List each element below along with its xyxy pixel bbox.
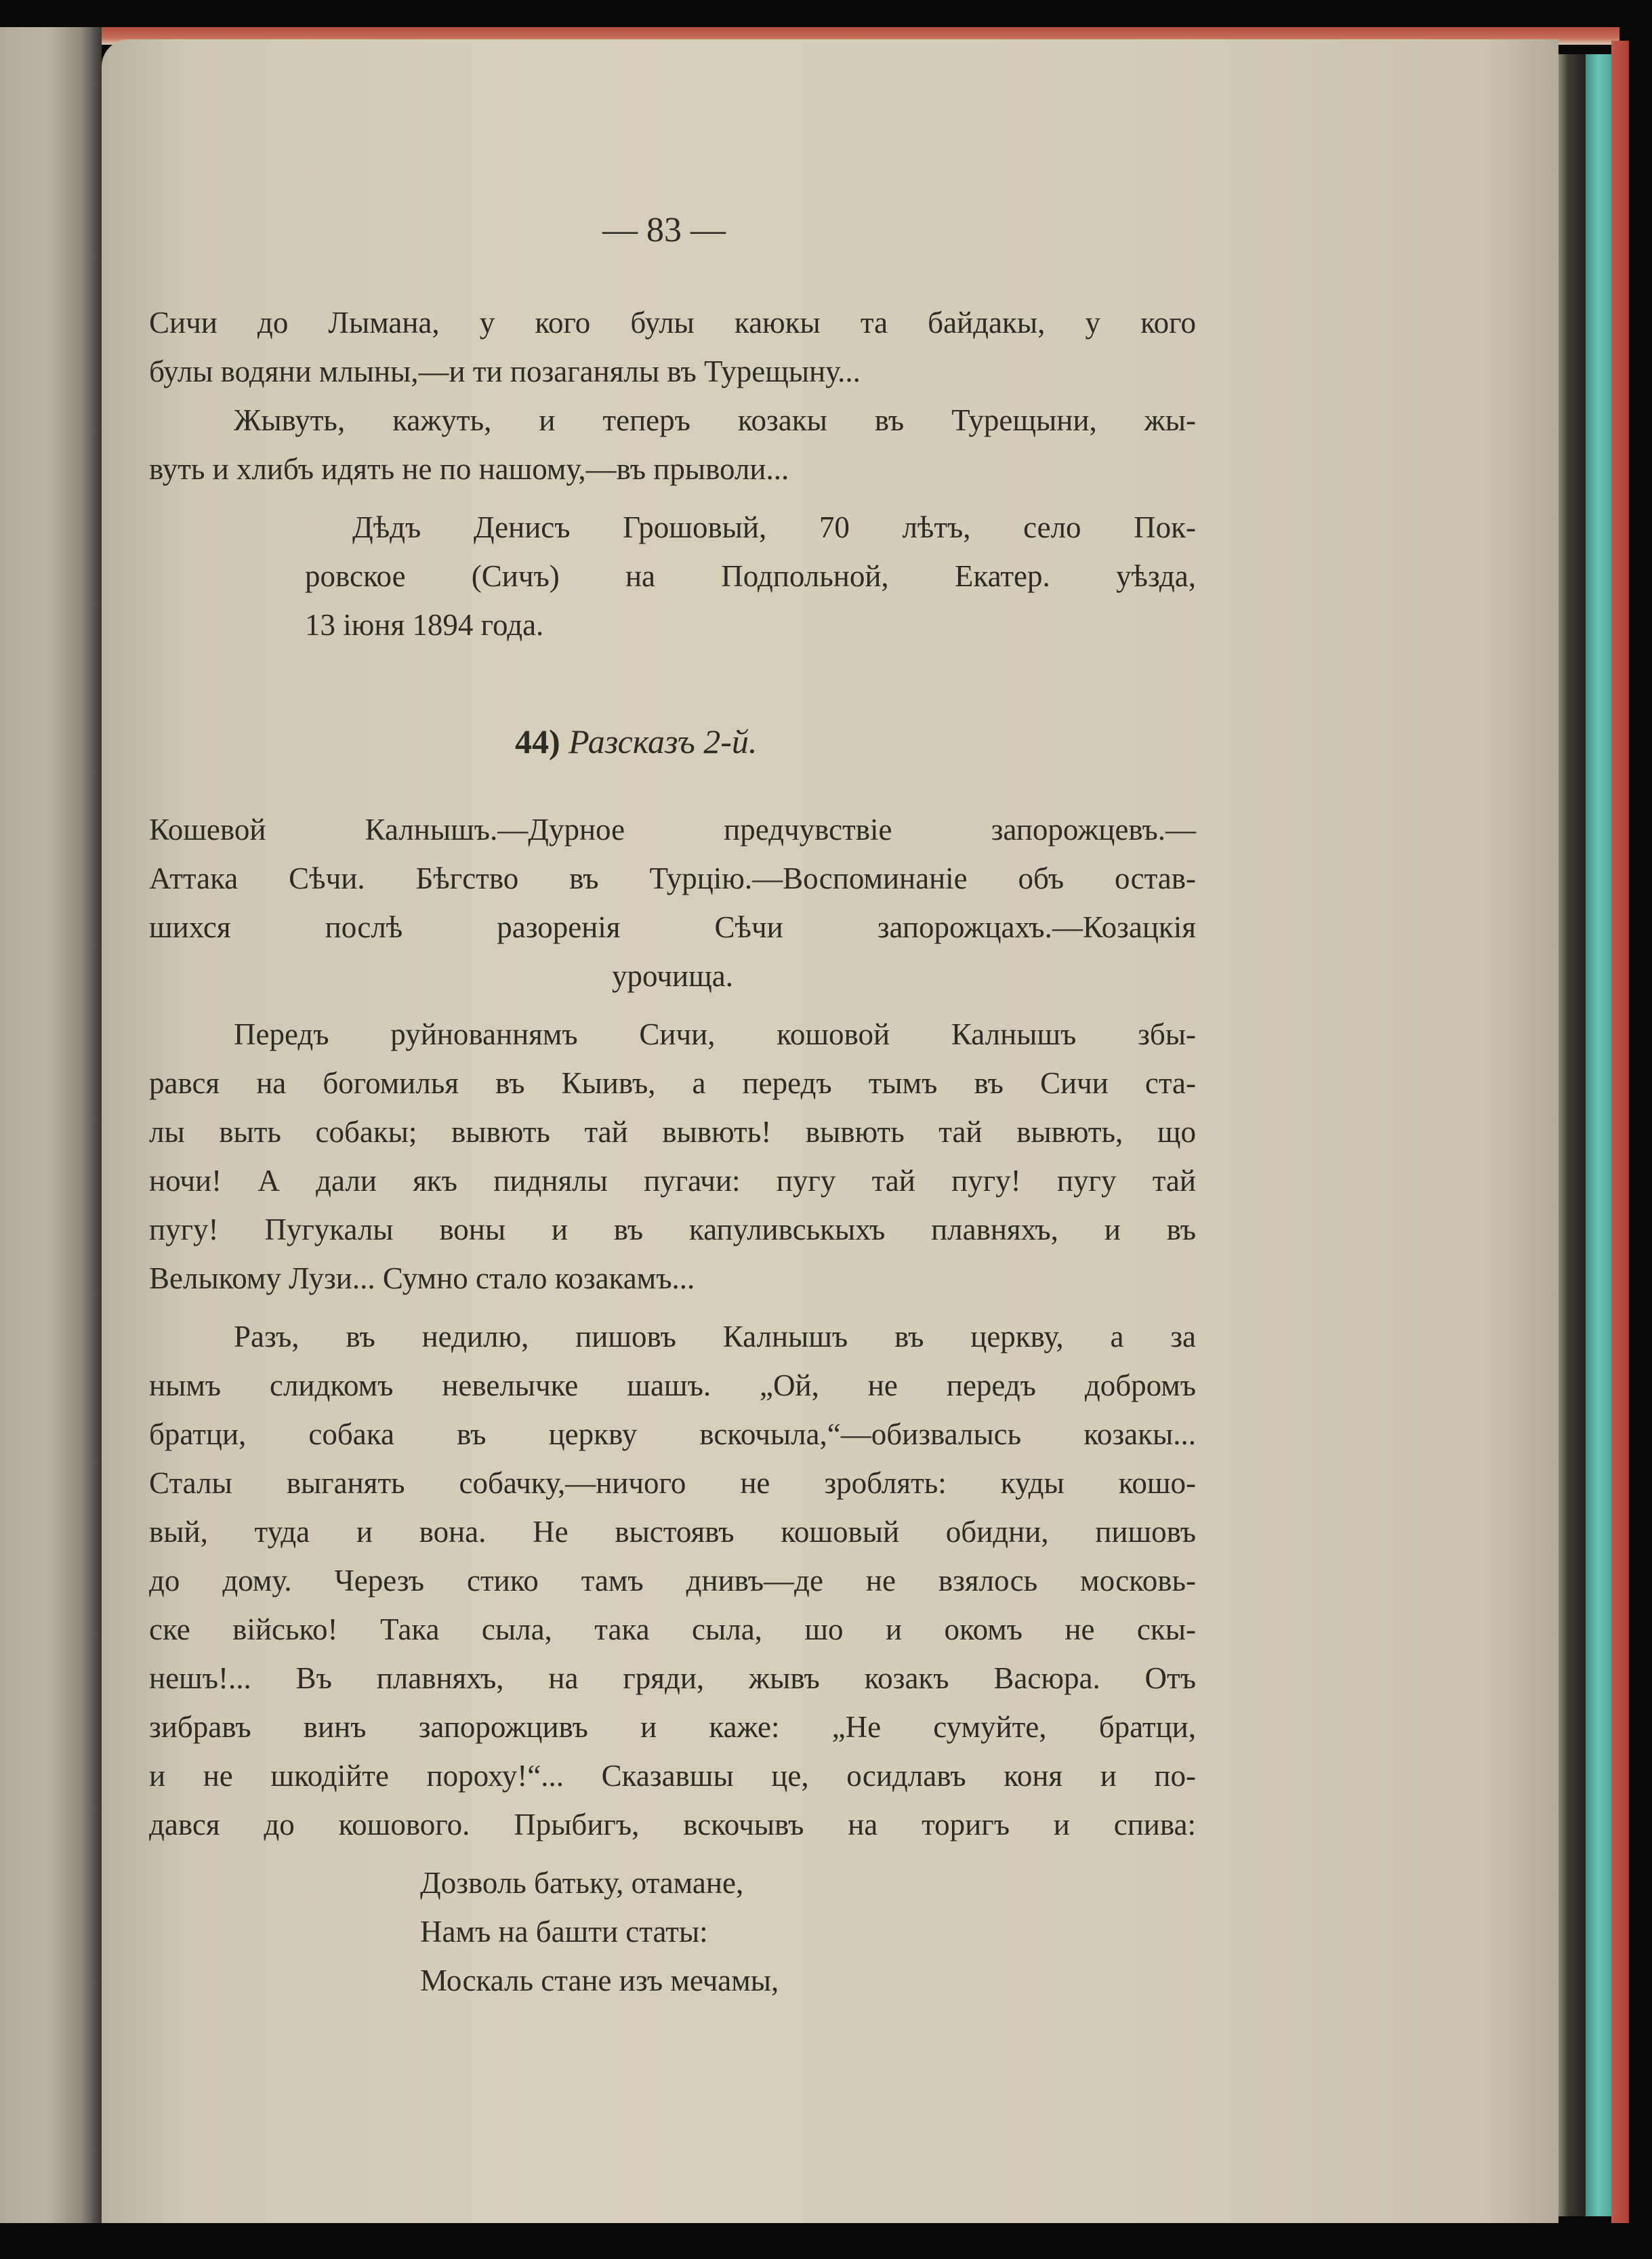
book-cover-green-edge	[1586, 54, 1611, 2216]
section-title: Разсказъ 2-й.	[569, 723, 758, 760]
book-cover-red-edge	[1611, 41, 1629, 2223]
page-block-edge	[1558, 54, 1586, 2216]
book-cover-left-edge	[0, 27, 102, 2223]
paragraph-line: Разъ, въ недилю, пишовъ Калнышъ въ церкву, а за	[234, 1320, 1196, 1354]
paragraph-line: пугу! Пугукалы воны и въ капуливськыхъ плавняхъ, и въ	[149, 1213, 1196, 1246]
paragraph-line: лы выть собакы; вывють тай вывють! вывють тай вывють, що	[149, 1115, 1196, 1149]
paragraph-line: зибравъ винъ запорожцивъ и каже: „Не сумуйте, братци,	[149, 1710, 1196, 1744]
summary-line: урочища.	[612, 959, 733, 993]
paragraph-line: Жывуть, кажуть, и теперъ козакы въ Турещыни, жы-	[234, 403, 1196, 437]
attribution-line: Дѣдъ Денисъ Грошовый, 70 лѣтъ, село Пок-	[352, 510, 1196, 544]
summary-line: Аттака Сѣчи. Бѣгство въ Турцію.—Воспоминаніе объ остав-	[149, 861, 1196, 895]
paragraph-line: до дому. Черезъ стико тамъ днивъ—де не взялось московь-	[149, 1564, 1196, 1597]
attribution-line: 13 іюня 1894 года.	[305, 608, 544, 642]
section-heading	[515, 722, 757, 761]
verse-line: Намъ на башти статы:	[420, 1915, 708, 1949]
paragraph-line: ске військо! Така сыла, така сыла, шо и окомъ не скы-	[149, 1612, 1196, 1646]
verse-line: Москаль стане изъ мечамы,	[420, 1963, 779, 1997]
paragraph-line: дався до кошового. Прыбигъ, вскочывъ на торигъ и спива:	[149, 1808, 1196, 1841]
paragraph-line: Велыкому Лузи... Сумно стало козакамъ...	[149, 1261, 695, 1295]
paragraph-line: Передъ руйнованнямъ Сичи, кошовой Калнышъ збы-	[234, 1017, 1196, 1051]
paragraph-line: вуть и хлибъ идять не по нашому,—въ прыволи...	[149, 452, 789, 486]
paragraph-line: Сичи до Лымана, у кого булы каюкы та байдакы, у кого	[149, 306, 1196, 340]
paragraph-line: Сталы выганять собачку,—ничого не зроблять: куды кошо-	[149, 1466, 1196, 1500]
paragraph-line: нымъ слидкомъ невелычке шашъ. „Ой, не передъ добромъ	[149, 1368, 1196, 1402]
paragraph-line: нешъ!... Въ плавняхъ, на гряди, жывъ козакъ Васюра. Отъ	[149, 1661, 1196, 1695]
paragraph-line: булы водяни млыны,—и ти позаганялы въ Турещыну...	[149, 354, 861, 388]
section-number: 44)	[515, 723, 560, 760]
summary-line: Кошевой Калнышъ.—Дурное предчувствіе запорожцевъ.—	[149, 813, 1196, 847]
paragraph-line: вый, туда и вона. Не выстоявъ кошовый обидни, пишовъ	[149, 1515, 1196, 1549]
page-number: — 83 —	[602, 211, 726, 249]
paragraph-line: и не шкодійте пороху!“... Сказавшы це, осидлавъ коня и по-	[149, 1759, 1196, 1793]
paragraph-line: рався на богомилья въ Кыивъ, а передъ тымъ въ Сичи ста-	[149, 1066, 1196, 1100]
attribution-line: ровское (Сичъ) на Подпольной, Екатер. уѣзда,	[305, 559, 1196, 593]
paragraph-line: ночи! А дали якъ пиднялы пугачи: пугу тай пугу! пугу тай	[149, 1164, 1196, 1198]
verse-line: Дозволь батьку, отамане,	[420, 1866, 744, 1900]
summary-line: шихся послѣ разоренія Сѣчи запорожцахъ.—Козацкія	[149, 910, 1196, 944]
paragraph-line: братци, собака въ церкву вскочыла,“—обизвалысь козакы...	[149, 1417, 1196, 1451]
